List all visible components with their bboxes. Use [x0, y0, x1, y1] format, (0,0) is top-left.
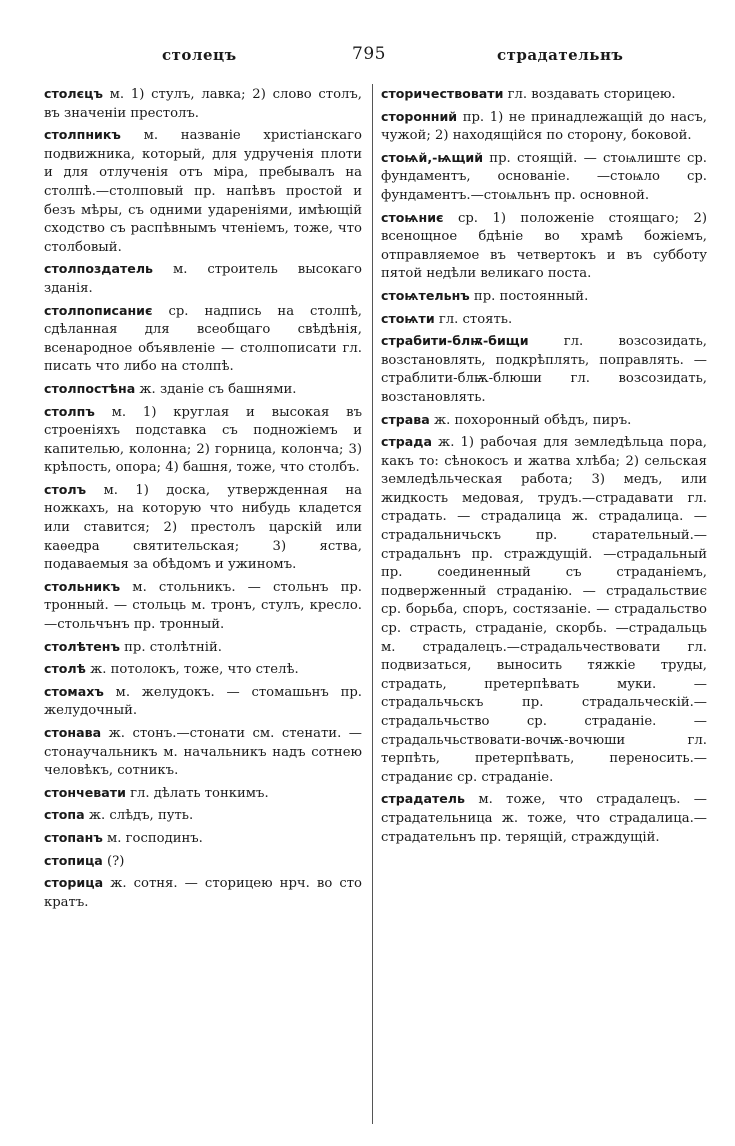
dictionary-entry — [44, 660, 362, 680]
entry-headword: столпникъ — [44, 127, 121, 143]
entry-headword: столпоздатель — [44, 261, 154, 277]
entry-text: пр. постоянный. — [469, 288, 589, 304]
entry-headword: стопица — [44, 852, 103, 868]
dictionary-entry — [44, 481, 362, 575]
entry-headword: столпописаниє — [44, 302, 153, 318]
column-divider — [372, 84, 373, 1124]
entry-headword: стопанъ — [44, 829, 103, 845]
entry-headword: столѣ — [44, 661, 86, 677]
entry-text: м. господинъ. — [102, 830, 203, 846]
dictionary-entry — [381, 310, 707, 330]
entry-text: ж. зданіе съ башнями. — [135, 381, 297, 397]
entry-headword: стоѩти — [381, 310, 435, 326]
entry-headword: сторица — [44, 875, 104, 891]
entry-text: м. 1) круглая и высокая въ строеніяхъ подставка съ подножіемъ и капителью, колонна; 2) горница, колонча; 3) крѣпость, опора; 4) башня, тоже, что столбъ. — [44, 404, 362, 476]
entry-text: гл. стоять. — [434, 311, 513, 327]
entry-text: гл. возсозидать, возстановлять, подкрѣплять, поправлять. — страблити-блѭ-блюши гл. возсозидать, возстановлять. — [381, 334, 707, 405]
dictionary-entry — [44, 806, 362, 826]
entry-text: м. 1) стулъ, лавка; 2) слово столъ, въ значеніи престолъ. — [44, 87, 362, 121]
entry-headword: страда — [381, 434, 432, 450]
dictionary-entry — [44, 403, 362, 478]
entry-headword: страбити-блѭ-бищи — [381, 333, 529, 349]
entry-text: ж. стонъ.—стонати см. стенати. — стонаучальникъ м. начальникъ надъ сотнею человѣкъ, сотникъ. — [44, 726, 362, 779]
entry-text: м. стольникъ. — стольнъ пр. тронный. — стольць м. тронъ, стулъ, кресло.—стольчънъ пр. тронный. — [44, 579, 362, 633]
entry-text: м. строитель высокаго зданія. — [44, 262, 362, 296]
entry-headword: стоѩй,-ѩщий — [381, 149, 484, 165]
dictionary-entry — [44, 260, 362, 298]
running-head-right: страдательнъ — [497, 46, 624, 64]
entry-text: ж. потолокъ, тоже, что стелѣ. — [85, 662, 299, 678]
entry-headword: столъ — [44, 481, 87, 497]
dictionary-entry — [44, 724, 362, 781]
dictionary-entry — [381, 332, 707, 407]
entry-text: ср. 1) положеніе стоящаго; 2) всенощное бдѣніе во храмѣ божіемъ, отправляемое въ четвертокъ и въ субботу пятой недѣли великаго поста. — [381, 210, 707, 282]
entry-headword: столпостѣна — [44, 380, 136, 396]
entry-text: пр. стоящій. — стоѩлиштє ср. фундаментъ, основаніе. —стоѩло ср. фундаментъ.—стоѩльнъ пр. основной. — [381, 150, 707, 203]
dictionary-entry — [44, 85, 362, 123]
entry-headword: столѣтенъ — [44, 638, 120, 654]
entry-headword: страдатель — [381, 791, 465, 807]
dictionary-entry — [44, 302, 362, 377]
entry-text: ж. 1) рабочая для земледѣльца пора, какъ то: сѣнокосъ и жатва хлѣба; 2) сельская земледѣльческая работа; 3) медъ, или жидкость медовая, трудъ.—страдавати гл. страдать. — страдалица ж. страдалица. —страдальничьскъ пр. старательный.—страдальнъ пр. страждущій. —страдальный пр. соединенный съ страданіемъ, подверженный страданію. — страдальствиє ср. борьба, споръ, состязаніе. — страдальство ср. страсть, страданіе, скорбь. —страдальць м. страдалецъ.—страдальчествовати гл. подвизаться, выносить тяжкіе труды, страдать, претерпѣвать муки. — страдальчьскъ пр. страдальческій.—страдальчьство ср. страданіе. — страдальчьствовати-вочѭ-вочюши гл. терпѣть, претерпѣвать, переносить.—страданиє ср. страданіе. — [381, 435, 707, 785]
entry-headword: столпъ — [44, 403, 95, 419]
entry-text: м. 1) доска, утвержденная на ножкахъ, на которую что нибудь кладется или ставится; 2) престолъ царскій или каѳедра святительская; 3) яства, подаваемыя за обѣдомъ и ужиномъ. — [44, 482, 362, 573]
entry-headword: стонава — [44, 725, 102, 740]
entry-headword: сторичествовати — [381, 86, 504, 101]
entry-headword: стольникъ — [44, 578, 121, 594]
dictionary-entry — [44, 638, 362, 658]
dictionary-entry — [381, 108, 707, 146]
dictionary-entry — [44, 683, 362, 721]
dictionary-entry — [44, 380, 362, 400]
entry-text: гл. дѣлать тонкимъ. — [125, 785, 269, 801]
running-head-left: столецъ — [162, 46, 237, 64]
dictionary-entry — [44, 852, 362, 872]
entry-text: ж. сотня. — сторицею нрч. во сто кратъ. — [44, 876, 362, 910]
entry-headword: стоѩтельнъ — [381, 287, 470, 303]
entry-text: м. желудокъ. — стомашьнъ пр. желудочный. — [44, 684, 362, 719]
dictionary-entry — [381, 85, 707, 105]
entry-text: пр. столѣтній. — [119, 639, 222, 655]
entry-headword: столєцъ — [44, 86, 103, 101]
entry-headword: стомахъ — [44, 683, 104, 699]
entry-text: (?) — [102, 853, 125, 869]
entry-headword: сторонний — [381, 108, 458, 124]
dictionary-entry — [381, 149, 707, 206]
dictionary-entry — [381, 209, 707, 284]
dictionary-entry — [381, 790, 707, 847]
entry-text: ж. похоронный обѣдъ, пиръ. — [429, 412, 632, 428]
entry-text: ж. слѣдъ, путь. — [84, 808, 194, 824]
page-number: 795 — [352, 44, 386, 64]
entry-text: ср. надпись на столпѣ, сдѣланная для всеобщаго свѣдѣнія, всенародное объявленіе — столпописати гл. писать что либо на столпѣ. — [44, 303, 362, 375]
entry-headword: стончевати — [44, 784, 126, 800]
dictionary-entry — [44, 784, 362, 804]
entry-headword: страва — [381, 411, 430, 427]
entry-text: пр. 1) не принадлежащій до насъ, чужой; 2) находящійся по сторону, боковой. — [381, 109, 707, 144]
entry-text: м. названіе христіанскаго подвижника, который, для удрученія плоти и для отлученія отъ міра, пребывалъ на столпѣ.—столповый пр. напѣвъ простой и безъ мѣры, съ одними удареніями, имѣющій сходство съ распѣвнымъ чтеніемъ, тоже, что столбовый. — [44, 128, 362, 255]
dictionary-entry — [44, 578, 362, 635]
dictionary-entry — [44, 829, 362, 849]
entry-text: м. тоже, что страдалецъ. —страдательница ж. тоже, что страдалица.—страдательнъ пр. терящій, страждущій. — [381, 792, 707, 845]
left-column — [44, 85, 362, 915]
dictionary-entry — [381, 411, 707, 431]
dictionary-entry — [44, 874, 362, 912]
entry-headword: стопа — [44, 807, 85, 823]
dictionary-entry — [44, 126, 362, 257]
dictionary-entry — [381, 433, 707, 787]
entry-text: гл. воздавать сторицею. — [503, 87, 676, 102]
entry-headword: стоѩниє — [381, 209, 444, 225]
right-column — [381, 85, 707, 850]
dictionary-entry — [381, 287, 707, 307]
